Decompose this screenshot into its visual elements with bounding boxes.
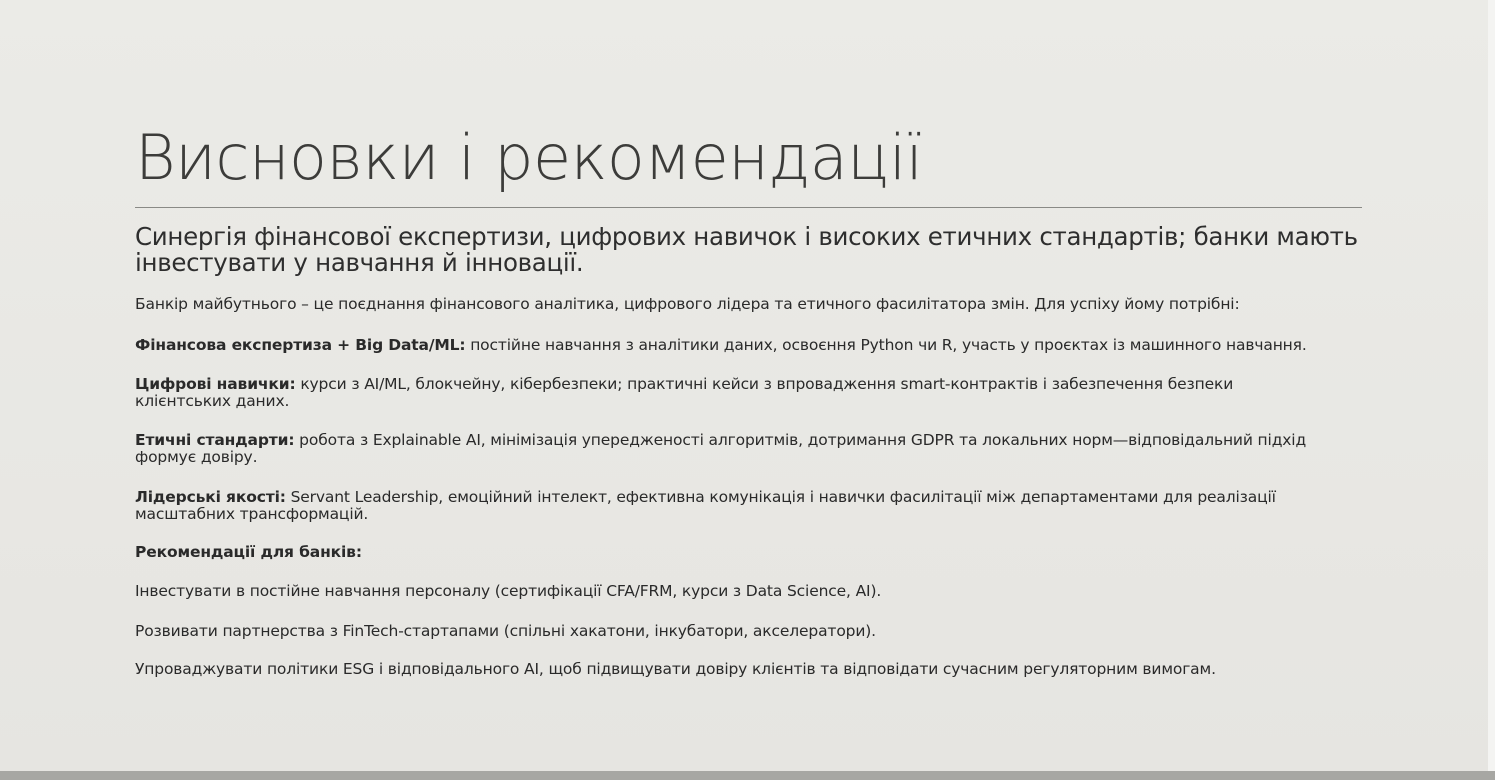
point-financial-expertise [135, 337, 1375, 354]
point-text: курси з AI/ML, блокчейну, кібербезпеки; практичні кейси з впровадження smart-контрактів і забезпечення безпеки клієнтських даних. [135, 375, 1234, 410]
point-label: Цифрові навички: [135, 375, 296, 393]
title-divider [135, 207, 1362, 208]
recommendation-item: Інвестувати в постійне навчання персоналу (сертифікації CFA/FRM, курси з Data Science, AI). [135, 582, 882, 600]
point-label: Лідерські якості: [135, 488, 286, 506]
recommendations-heading: Рекомендації для банків: [135, 543, 362, 561]
slide-subtitle: Синергія фінансової експертизи, цифрових навичок і високих етичних стандартів; банки мають інвестувати у навчання й інновації. [135, 222, 1358, 277]
window-right-edge [1488, 0, 1495, 780]
point-label: Фінансова експертиза + Big Data/ML: [135, 336, 466, 354]
point-digital-skills [135, 376, 1325, 410]
recommendation-item: Розвивати партнерства з FinTech-стартапами (спільні хакатони, інкубатори, акселератори). [135, 622, 876, 640]
window-bottom-edge [0, 771, 1495, 780]
recommendation-item: Упроваджувати політики ESG і відповідального AI, щоб підвищувати довіру клієнтів та відповідати сучасним регуляторним вимогам. [135, 660, 1216, 678]
point-leadership [135, 489, 1340, 523]
point-ethical-standards [135, 432, 1335, 466]
point-text: постійне навчання з аналітики даних, освоєння Python чи R, участь у проєктах із машинного навчання. [465, 336, 1307, 354]
point-label: Етичні стандарти: [135, 431, 295, 449]
slide-title: Висновки і рекомендації [135, 121, 923, 194]
intro-paragraph: Банкір майбутнього – це поєднання фінансового аналітика, цифрового лідера та етичного фасилітатора змін. Для успіху йому потрібні: [135, 295, 1240, 313]
point-text: Servant Leadership, емоційний інтелект, ефективна комунікація і навички фасилітації між департаментами для реалізації масштабних трансформацій. [135, 488, 1276, 523]
point-text: робота з Explainable AI, мінімізація упередженості алгоритмів, дотримання GDPR та локальних норм—відповідальний підхід формує довіру. [135, 431, 1307, 466]
